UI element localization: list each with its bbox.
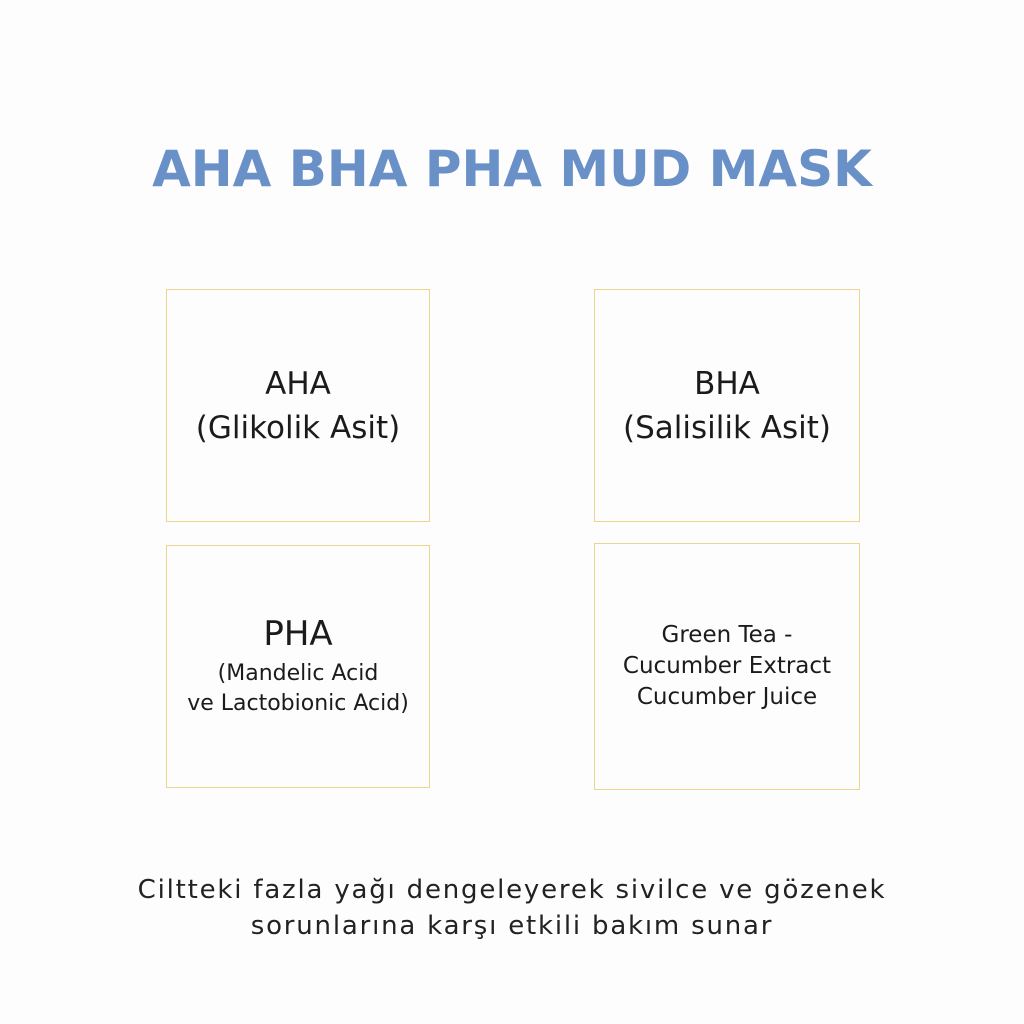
ingredient-card-pha (166, 545, 430, 788)
description-line: Ciltteki fazla yağı dengeleyerek sivilce ve gözenek (137, 875, 887, 905)
page-title: AHA BHA PHA MUD MASK (152, 140, 872, 198)
card-detail-line: Cucumber Juice (636, 684, 818, 710)
card-heading: BHA (694, 365, 760, 402)
card-subheading: (Salisilik Asit) (622, 409, 831, 446)
card-heading: PHA (263, 613, 333, 654)
card-detail-line: Cucumber Extract (622, 653, 832, 679)
card-detail-line: ve Lactobionic Acid) (187, 690, 409, 716)
ingredient-card-extracts (594, 543, 860, 790)
card-detail-line: (Mandelic Acid (217, 660, 379, 686)
description-line: sorunlarına karşı etkili bakım sunar (250, 911, 774, 941)
ingredient-card-aha (166, 289, 430, 522)
ingredient-card-bha (594, 289, 860, 522)
card-heading: AHA (265, 365, 331, 402)
description-text (0, 872, 1024, 944)
card-subheading: (Glikolik Asit) (195, 409, 401, 446)
card-detail-line: Green Tea - (661, 622, 793, 648)
